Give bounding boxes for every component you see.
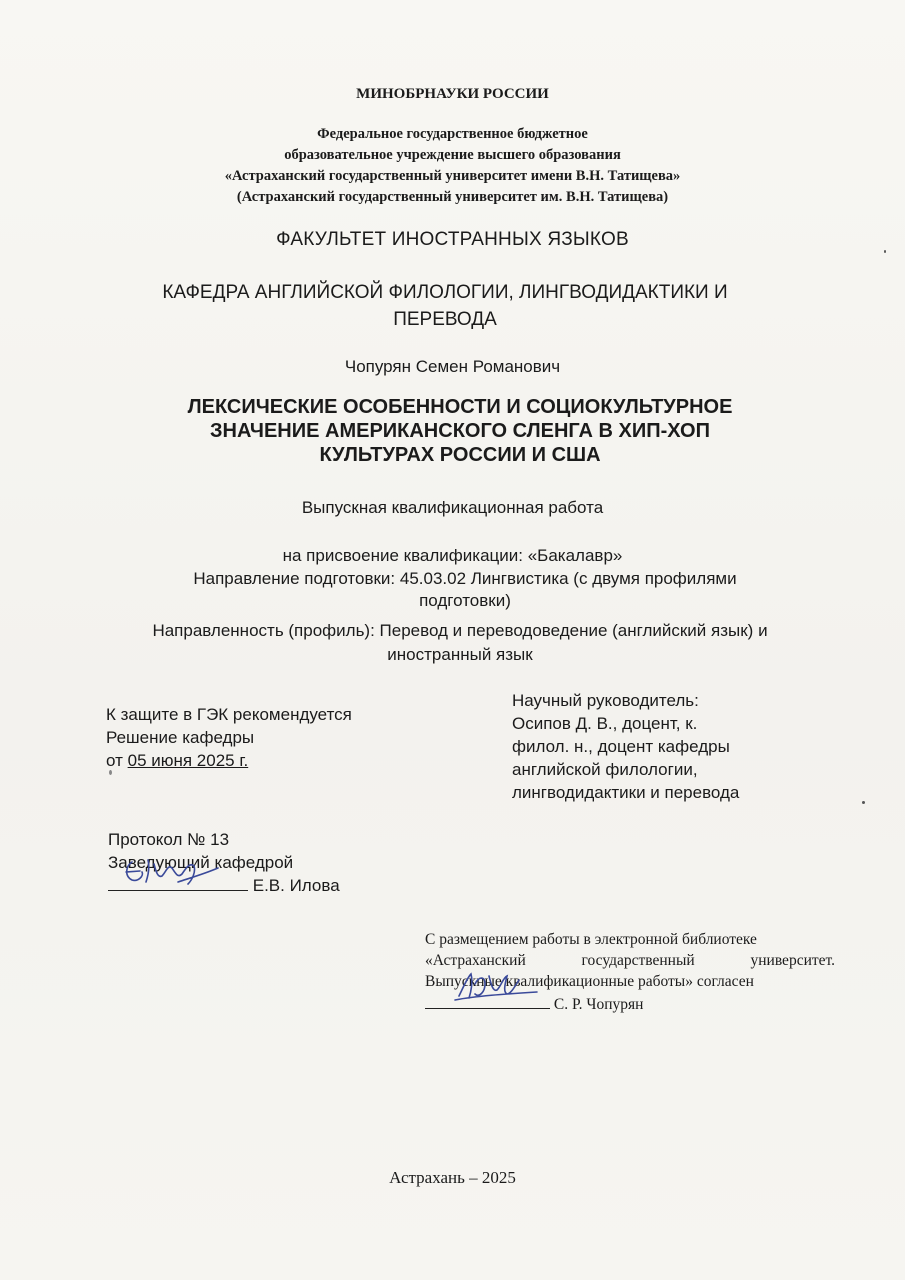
institution-line: «Астраханский государственный университет имени В.Н. Татищева» — [224, 168, 681, 184]
institution-name — [0, 124, 905, 208]
defense-date-line — [106, 749, 352, 772]
supervisor-line: лингводидактики и перевода — [512, 783, 740, 802]
head-of-department-name: Е.В. Илова — [252, 876, 340, 895]
head-signature — [118, 854, 228, 890]
study-direction-line: подготовки) — [419, 591, 511, 610]
study-direction-line: Направление подготовки: 45.03.02 Лингвистика (с двумя профилями — [193, 569, 737, 588]
consent-signature-line — [425, 992, 835, 1015]
signature-line — [108, 874, 248, 891]
defense-date: 05 июня 2025 г. — [127, 751, 249, 770]
defense-recommendation — [106, 703, 352, 772]
scan-speck — [109, 770, 112, 775]
protocol-block — [108, 828, 340, 897]
ministry-name: МИНОБРНАУКИ РОССИИ — [356, 86, 549, 102]
department-line: ПЕРЕВОДА — [393, 309, 497, 330]
supervisor-line: филол. н., доцент кафедры — [512, 737, 730, 756]
author-signature — [445, 966, 555, 1006]
supervisor-block — [512, 689, 739, 804]
consent-line: Выпускные квалификационные работы» согласен — [425, 973, 754, 990]
faculty-name: ФАКУЛЬТЕТ ИНОСТРАННЫХ ЯЗЫКОВ — [276, 229, 629, 250]
study-direction — [120, 568, 810, 612]
consent-line: «Астраханский государственный университет. — [425, 952, 835, 969]
institution-line: Федеральное государственное бюджетное — [317, 126, 588, 142]
department-name — [95, 279, 795, 333]
scan-speck — [884, 250, 886, 253]
study-profile — [95, 619, 825, 667]
study-profile-line: иностранный язык — [387, 645, 533, 664]
signature-line — [425, 992, 550, 1009]
thesis-title-line: ЗНАЧЕНИЕ АМЕРИКАНСКОГО СЛЕНГА В ХИП-ХОП — [210, 420, 710, 442]
work-type: Выпускная квалификационная работа — [301, 498, 604, 517]
scan-speck — [862, 801, 865, 804]
head-signature-line — [108, 874, 340, 897]
department-line: КАФЕДРА АНГЛИЙСКОЙ ФИЛОЛОГИИ, ЛИНГВОДИДАКТИКИ И — [162, 282, 728, 303]
supervisor-line: Научный руководитель: — [512, 691, 699, 710]
qualification: на присвоение квалификации: «Бакалавр» — [282, 546, 623, 565]
defense-line: К защите в ГЭК рекомендуется — [106, 705, 352, 724]
thesis-title-line: ЛЕКСИЧЕСКИЕ ОСОБЕННОСТИ И СОЦИОКУЛЬТУРНОЕ — [187, 396, 733, 418]
library-consent — [425, 929, 835, 1015]
protocol-number: Протокол № 13 — [108, 830, 230, 849]
supervisor-line: Осипов Д. В., доцент, к. — [512, 714, 698, 733]
thesis-title-line: КУЛЬТУРАХ РОССИИ И США — [319, 444, 601, 466]
institution-line: образовательное учреждение высшего образования — [284, 147, 621, 163]
consent-signer: С. Р. Чопурян — [553, 996, 644, 1013]
city-year: Астрахань – 2025 — [389, 1168, 516, 1187]
head-of-department-label: Заведующий кафедрой — [108, 853, 294, 872]
supervisor-line: английской филологии, — [512, 760, 698, 779]
author-name: Чопурян Семен Романович — [344, 357, 561, 376]
institution-line: (Астраханский государственный университет им. В.Н. Татищева) — [236, 189, 669, 205]
thesis-title — [120, 395, 800, 467]
defense-date-prefix: от — [106, 751, 123, 770]
defense-line: Решение кафедры — [106, 728, 255, 747]
consent-line: С размещением работы в электронной библиотеке — [425, 931, 757, 948]
study-profile-line: Направленность (профиль): Перевод и переводоведение (английский язык) и — [152, 621, 768, 640]
